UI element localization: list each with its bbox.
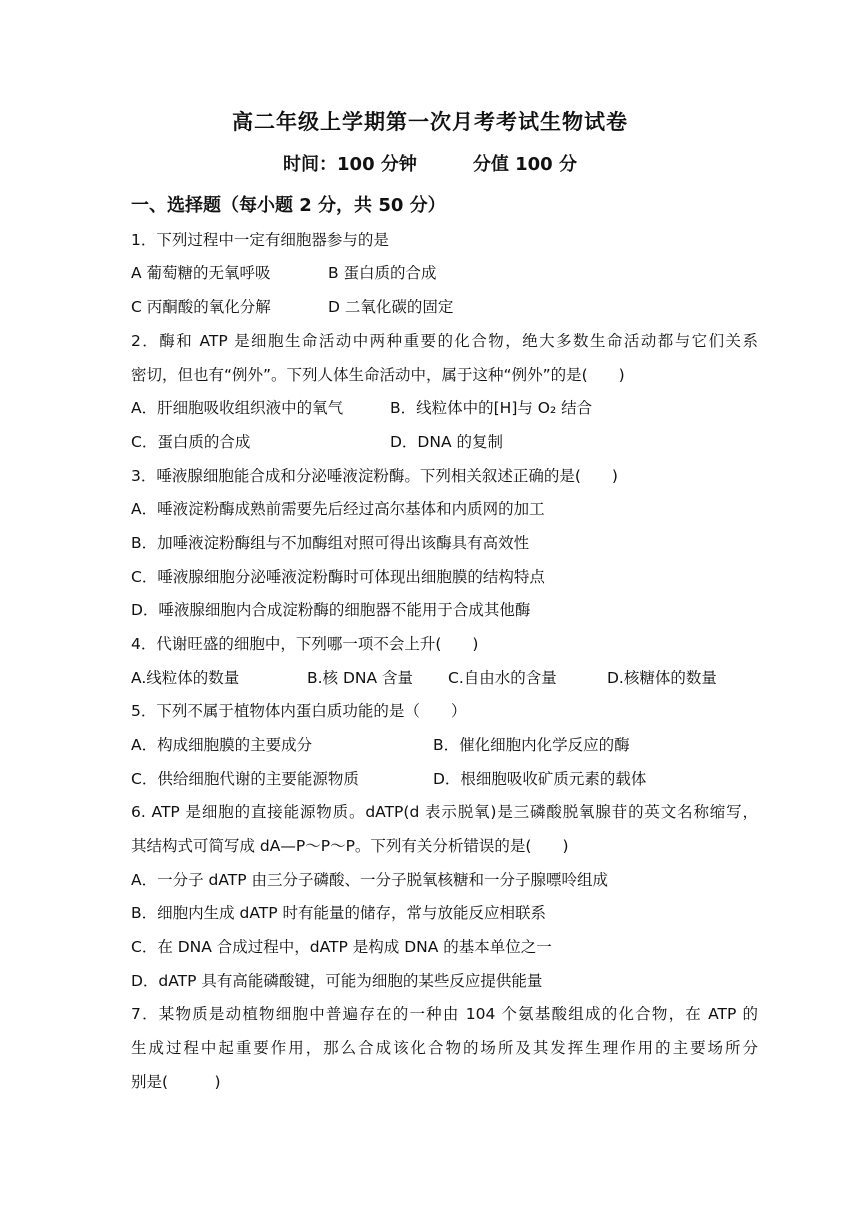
section-heading: 一、选择题（每小题 2 分，共 50 分） <box>131 195 446 216</box>
question-2-option-c: C．蛋白质的合成 <box>131 433 251 451</box>
question-2-stem-line-2: 密切，但也有“例外”。下列人体生命活动中，属于这种“例外”的是( ) <box>131 366 625 384</box>
question-4-stem: 4．代谢旺盛的细胞中，下列哪一项不会上升( ) <box>131 635 479 653</box>
question-2-option-a: A．肝细胞吸收组织液中的氧气 <box>131 399 344 417</box>
question-1-option-c: C 丙酮酸的氧化分解 <box>131 298 271 316</box>
question-7-stem-line-2: 生成过程中起重要作用，那么合成该化合物的场所及其发挥生理作用的主要场所分 <box>131 1039 758 1057</box>
question-2-stem-line-1: 2．酶和 ATP 是细胞生命活动中两种重要的化合物，绝大多数生命活动都与它们关系 <box>131 332 758 350</box>
question-2-option-b: B．线粒体中的[H]与 O₂ 结合 <box>390 399 593 417</box>
question-7-stem-line-1: 7．某物质是动植物细胞中普遍存在的一种由 104 个氨基酸组成的化合物，在 ATP 的 <box>131 1005 758 1023</box>
time-label: 时间：100 分钟 <box>283 154 417 175</box>
question-4-option-c: C.自由水的含量 <box>448 669 557 687</box>
score-label: 分值 100 分 <box>472 154 577 175</box>
question-6-option-d: D．dATP 具有高能磷酸键，可能为细胞的某些反应提供能量 <box>131 972 543 990</box>
question-1-option-a: A 葡萄糖的无氧呼吸 <box>131 264 271 282</box>
question-4-option-b: B.核 DNA 含量 <box>307 669 414 687</box>
question-3-option-a: A．唾液淀粉酶成熟前需要先后经过高尔基体和内质网的加工 <box>131 500 545 518</box>
question-2-option-d: D．DNA 的复制 <box>390 433 503 451</box>
question-6-option-a: A．一分子 dATP 由三分子磷酸、一分子脱氧核糖和一分子腺嘌呤组成 <box>131 871 609 889</box>
question-1-stem: 1．下列过程中一定有细胞器参与的是 <box>131 231 389 249</box>
question-1-option-b: B 蛋白质的合成 <box>328 264 437 282</box>
question-4-option-d: D.核糖体的数量 <box>607 669 717 687</box>
question-6-stem-line-2: 其结构式可简写成 dA—P～P～P。下列有关分析错误的是( ) <box>131 837 569 855</box>
question-6-option-b: B．细胞内生成 dATP 时有能量的储存，常与放能反应相联系 <box>131 904 547 922</box>
question-6-stem-line-1: 6. ATP 是细胞的直接能源物质。dATP(d 表示脱氧)是三磷酸脱氧腺苷的英文名称缩写， <box>131 803 758 821</box>
question-7-stem-line-3: 别是( ) <box>131 1073 221 1091</box>
question-5-option-a: A．构成细胞膜的主要成分 <box>131 736 313 754</box>
question-6-option-c: C．在 DNA 合成过程中，dATP 是构成 DNA 的基本单位之一 <box>131 938 552 956</box>
exam-title: 高二年级上学期第一次月考考试生物试卷 <box>232 110 628 134</box>
question-3-option-d: D．唾液腺细胞内合成淀粉酶的细胞器不能用于合成其他酶 <box>131 601 531 619</box>
exam-subtitle <box>0 150 860 176</box>
question-5-option-b: B．催化细胞内化学反应的酶 <box>433 736 630 754</box>
question-5-option-c: C．供给细胞代谢的主要能源物质 <box>131 770 359 788</box>
question-4-option-a: A.线粒体的数量 <box>131 669 240 687</box>
question-3-option-b: B．加唾液淀粉酶组与不加酶组对照可得出该酶具有高效性 <box>131 534 530 552</box>
question-5-stem: 5．下列不属于植物体内蛋白质功能的是（ ） <box>131 702 467 720</box>
question-5-option-d: D．根细胞吸收矿质元素的载体 <box>433 770 647 788</box>
question-3-option-c: C．唾液腺细胞分泌唾液淀粉酶时可体现出细胞膜的结构特点 <box>131 568 545 586</box>
question-3-stem: 3．唾液腺细胞能合成和分泌唾液淀粉酶。下列相关叙述正确的是( ) <box>131 467 618 485</box>
question-1-option-d: D 二氧化碳的固定 <box>328 298 454 316</box>
